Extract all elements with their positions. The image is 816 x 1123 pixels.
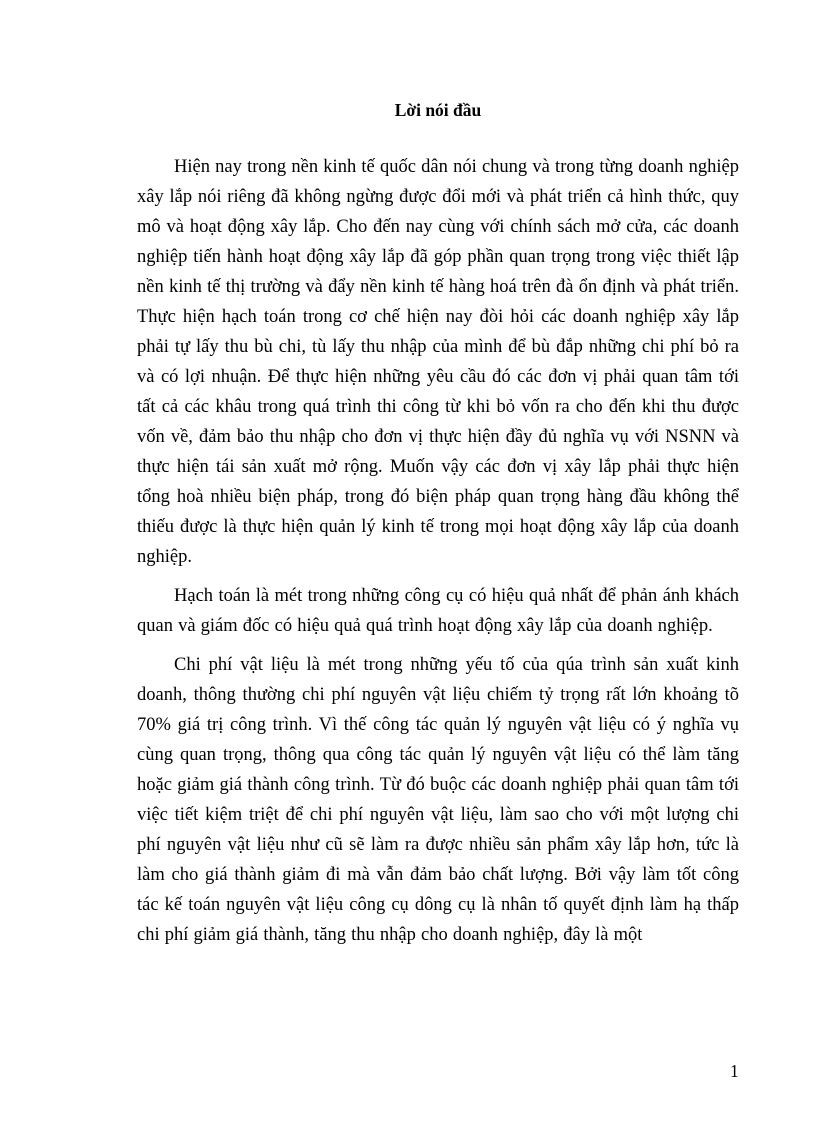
page-title: Lời nói đầu	[394, 100, 482, 120]
paragraph: Chi phí vật liệu là mét trong những yếu tố của qúa trình sản xuất kinh doanh, thông thường chi phí nguyên vật liệu chiếm tỷ trọng rất lớn khoảng tõ 70% giá trị công trình. Vì thế công tác quản lý nguyên vật liệu có ý nghĩa vụ cùng quan trọng, thông qua công tác quản lý nguyên vật liệu có thể làm tăng hoặc giảm giá thành công trình. Từ đó buộc các doanh nghiệp phải quan tâm tới việc tiết kiệm triệt để chi phí nguyên vật liệu, làm sao cho với một lượng chi phí nguyên vật liệu như cũ sẽ làm ra được nhiều sản phẩm xây lắp hơn, tức là làm cho giá thành giảm đi mà vẫn đảm bảo chất lượng. Bởi vậy làm tốt công tác kế toán nguyên vật liệu công cụ dông cụ là nhân tố quyết định làm hạ thấp chi phí giảm giá thành, tăng thu nhập cho doanh nghiệp, đây là một	[137, 655, 739, 945]
paragraph: Hiện nay trong nền kinh tế quốc dân nói chung và trong từng doanh nghiệp xây lắp nói riêng đã không ngừng được đổi mới và phát triển cả hình thức, quy mô và hoạt động xây lắp. Cho đến nay cùng với chính sách mở cửa, các doanh nghiệp tiến hành hoạt động xây lắp đã góp phần quan trọng trong việc thiết lập nền kinh tế thị trường và đẩy nền kinh tế hàng hoá trên đà ổn định và phát triển. Thực hiện hạch toán trong cơ chế hiện nay đòi hỏi các doanh nghiệp xây lắp phải tự lấy thu bù chi, tù lấy thu nhập của mình để bù đắp những chi phí bỏ ra và có lợi nhuận. Để thực hiện những yêu cầu đó các đơn vị phải quan tâm tới tất cả các khâu trong quá trình thi công từ khi bỏ vốn ra cho đến khi thu được vốn về, đảm bảo thu nhập cho đơn vị thực hiện đầy đủ nghĩa vụ với NSNN và thực hiện tái sản xuất mở rộng. Muốn vậy các đơn vị xây lắp phải thực hiện tổng hoà nhiều biện pháp, trong đó biện pháp quan trọng hàng đầu không thể thiếu được là thực hiện quản lý kinh tế trong mọi hoạt động xây lắp của doanh nghiệp.	[137, 157, 739, 567]
paragraph: Hạch toán là mét trong những công cụ có hiệu quả nhất để phản ánh khách quan và giám đốc có hiệu quả quá trình hoạt động xây lắp của doanh nghiệp.	[137, 586, 739, 636]
body-text	[137, 152, 739, 959]
page-number: 1	[730, 1061, 739, 1081]
